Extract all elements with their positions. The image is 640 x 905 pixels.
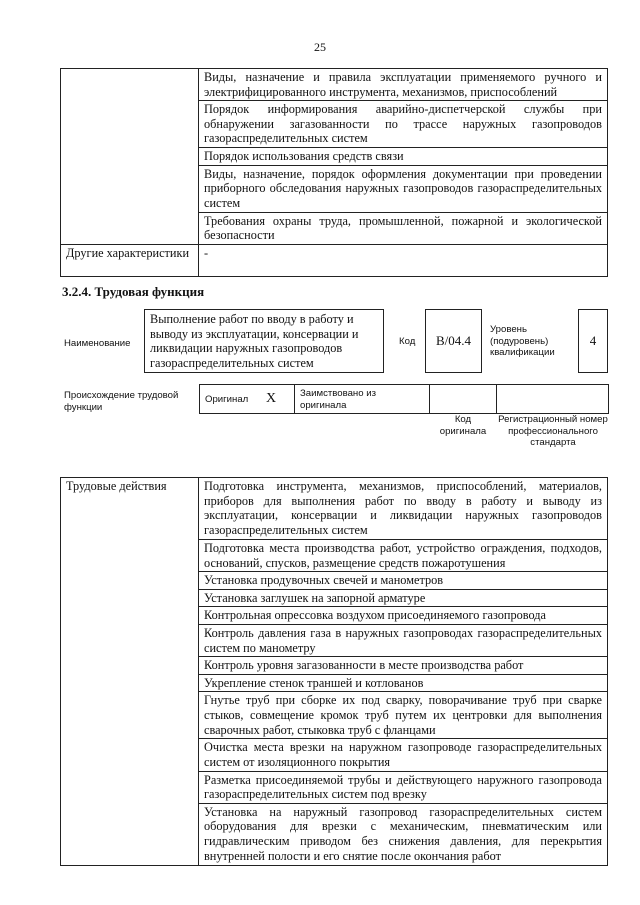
labour-action: Установка заглушек на запорной арматуре	[199, 589, 608, 607]
code-original-caption: Код оригинала	[439, 414, 487, 437]
level-value: 4	[589, 333, 597, 348]
original-mark: X	[266, 391, 277, 406]
original-label: Оригинал	[205, 394, 249, 405]
knowledge-item: Виды, назначение, порядок оформления документации при проведении приборного обследования наружных газопроводов газораспределительных систем	[199, 165, 608, 212]
code-label: Код	[399, 336, 416, 347]
labour-action: Контрольная опрессовка воздухом присоединяемого газопровода	[199, 607, 608, 625]
knowledge-table	[60, 68, 608, 277]
origin-label: Происхождение трудовой функции	[64, 390, 179, 413]
labour-action: Укрепление стенок траншей и котлованов	[199, 674, 608, 692]
labour-action: Контроль давления газа в наружных газопроводах газораспределительных систем по манометру	[199, 624, 608, 656]
other-characteristics-label: Другие характеристики	[61, 244, 199, 276]
labour-actions-label: Трудовые действия	[61, 478, 199, 866]
labour-action: Контроль уровня загазованности в месте производства работ	[199, 657, 608, 675]
labour-action: Подготовка места производства работ, устройство ограждения, подходов, оснований, спусков, размещение средств пожаротушения	[199, 540, 608, 572]
code-value: B/04.4	[435, 333, 472, 348]
labour-action: Очистка места врезки на наружном газопроводе газораспределительных систем от изоляционного покрытия	[199, 739, 608, 771]
labour-action: Установка на наружный газопровод газораспределительных систем оборудования для врезки с механическим, пневматическим или гидравлическим приводом без снижения давления, для перекрытия внутренней полости и его снятие после окончания работ	[199, 803, 608, 865]
labour-action: Установка продувочных свечей и манометров	[199, 572, 608, 590]
knowledge-item: Порядок информирования аварийно-диспетчерской службы при обнаружении загазованности по трассе наружных газопроводов газораспределительных систем	[199, 101, 608, 148]
section-heading: 3.2.4. Трудовая функция	[62, 284, 205, 299]
knowledge-item: Виды, назначение и правила эксплуатации применяемого ручного и электрифицированного инструмента, механизмов, приспособлений	[199, 69, 608, 101]
page-number: 25	[314, 40, 326, 54]
function-name-box	[144, 309, 384, 373]
borrowed-label: Заимствовано из оригинала	[300, 388, 376, 411]
name-label: Наименование	[64, 338, 131, 349]
labour-actions-table	[60, 477, 608, 866]
empty-label-cell	[61, 69, 199, 245]
level-label: Уровень (подуровень) квалификации	[490, 324, 555, 358]
labour-action: Гнутье труб при сборке их под сварку, поворачивание труб при сварке стыков, совмещение кромок труб путем их центровки для выполнения сварочных работ, стыковка труб с фланцами	[199, 692, 608, 739]
labour-action: Подготовка инструмента, механизмов, приспособлений, материалов, приборов для выполнения работ по вводу в работу и выводу из эксплуатации, консервации и ликвидации наружных газопроводов газораспределительных систем	[199, 478, 608, 540]
function-name-value: Выполнение работ по вводу в работу и выводу из эксплуатации, консервации и ликвидации наружных газопроводов газораспределительных систем	[150, 312, 359, 370]
knowledge-item: Требования охраны труда, промышленной, пожарной и экологической безопасности	[199, 212, 608, 244]
labour-action: Разметка присоединяемой трубы и действующего наружного газопровода газораспределительных систем под врезку	[199, 771, 608, 803]
code-value-box	[425, 309, 482, 373]
level-value-box	[578, 309, 608, 373]
knowledge-item: Порядок использования средств связи	[199, 148, 608, 166]
other-characteristics-value: -	[199, 244, 608, 276]
registration-caption: Регистрационный номер профессионального стандарта	[498, 414, 608, 448]
